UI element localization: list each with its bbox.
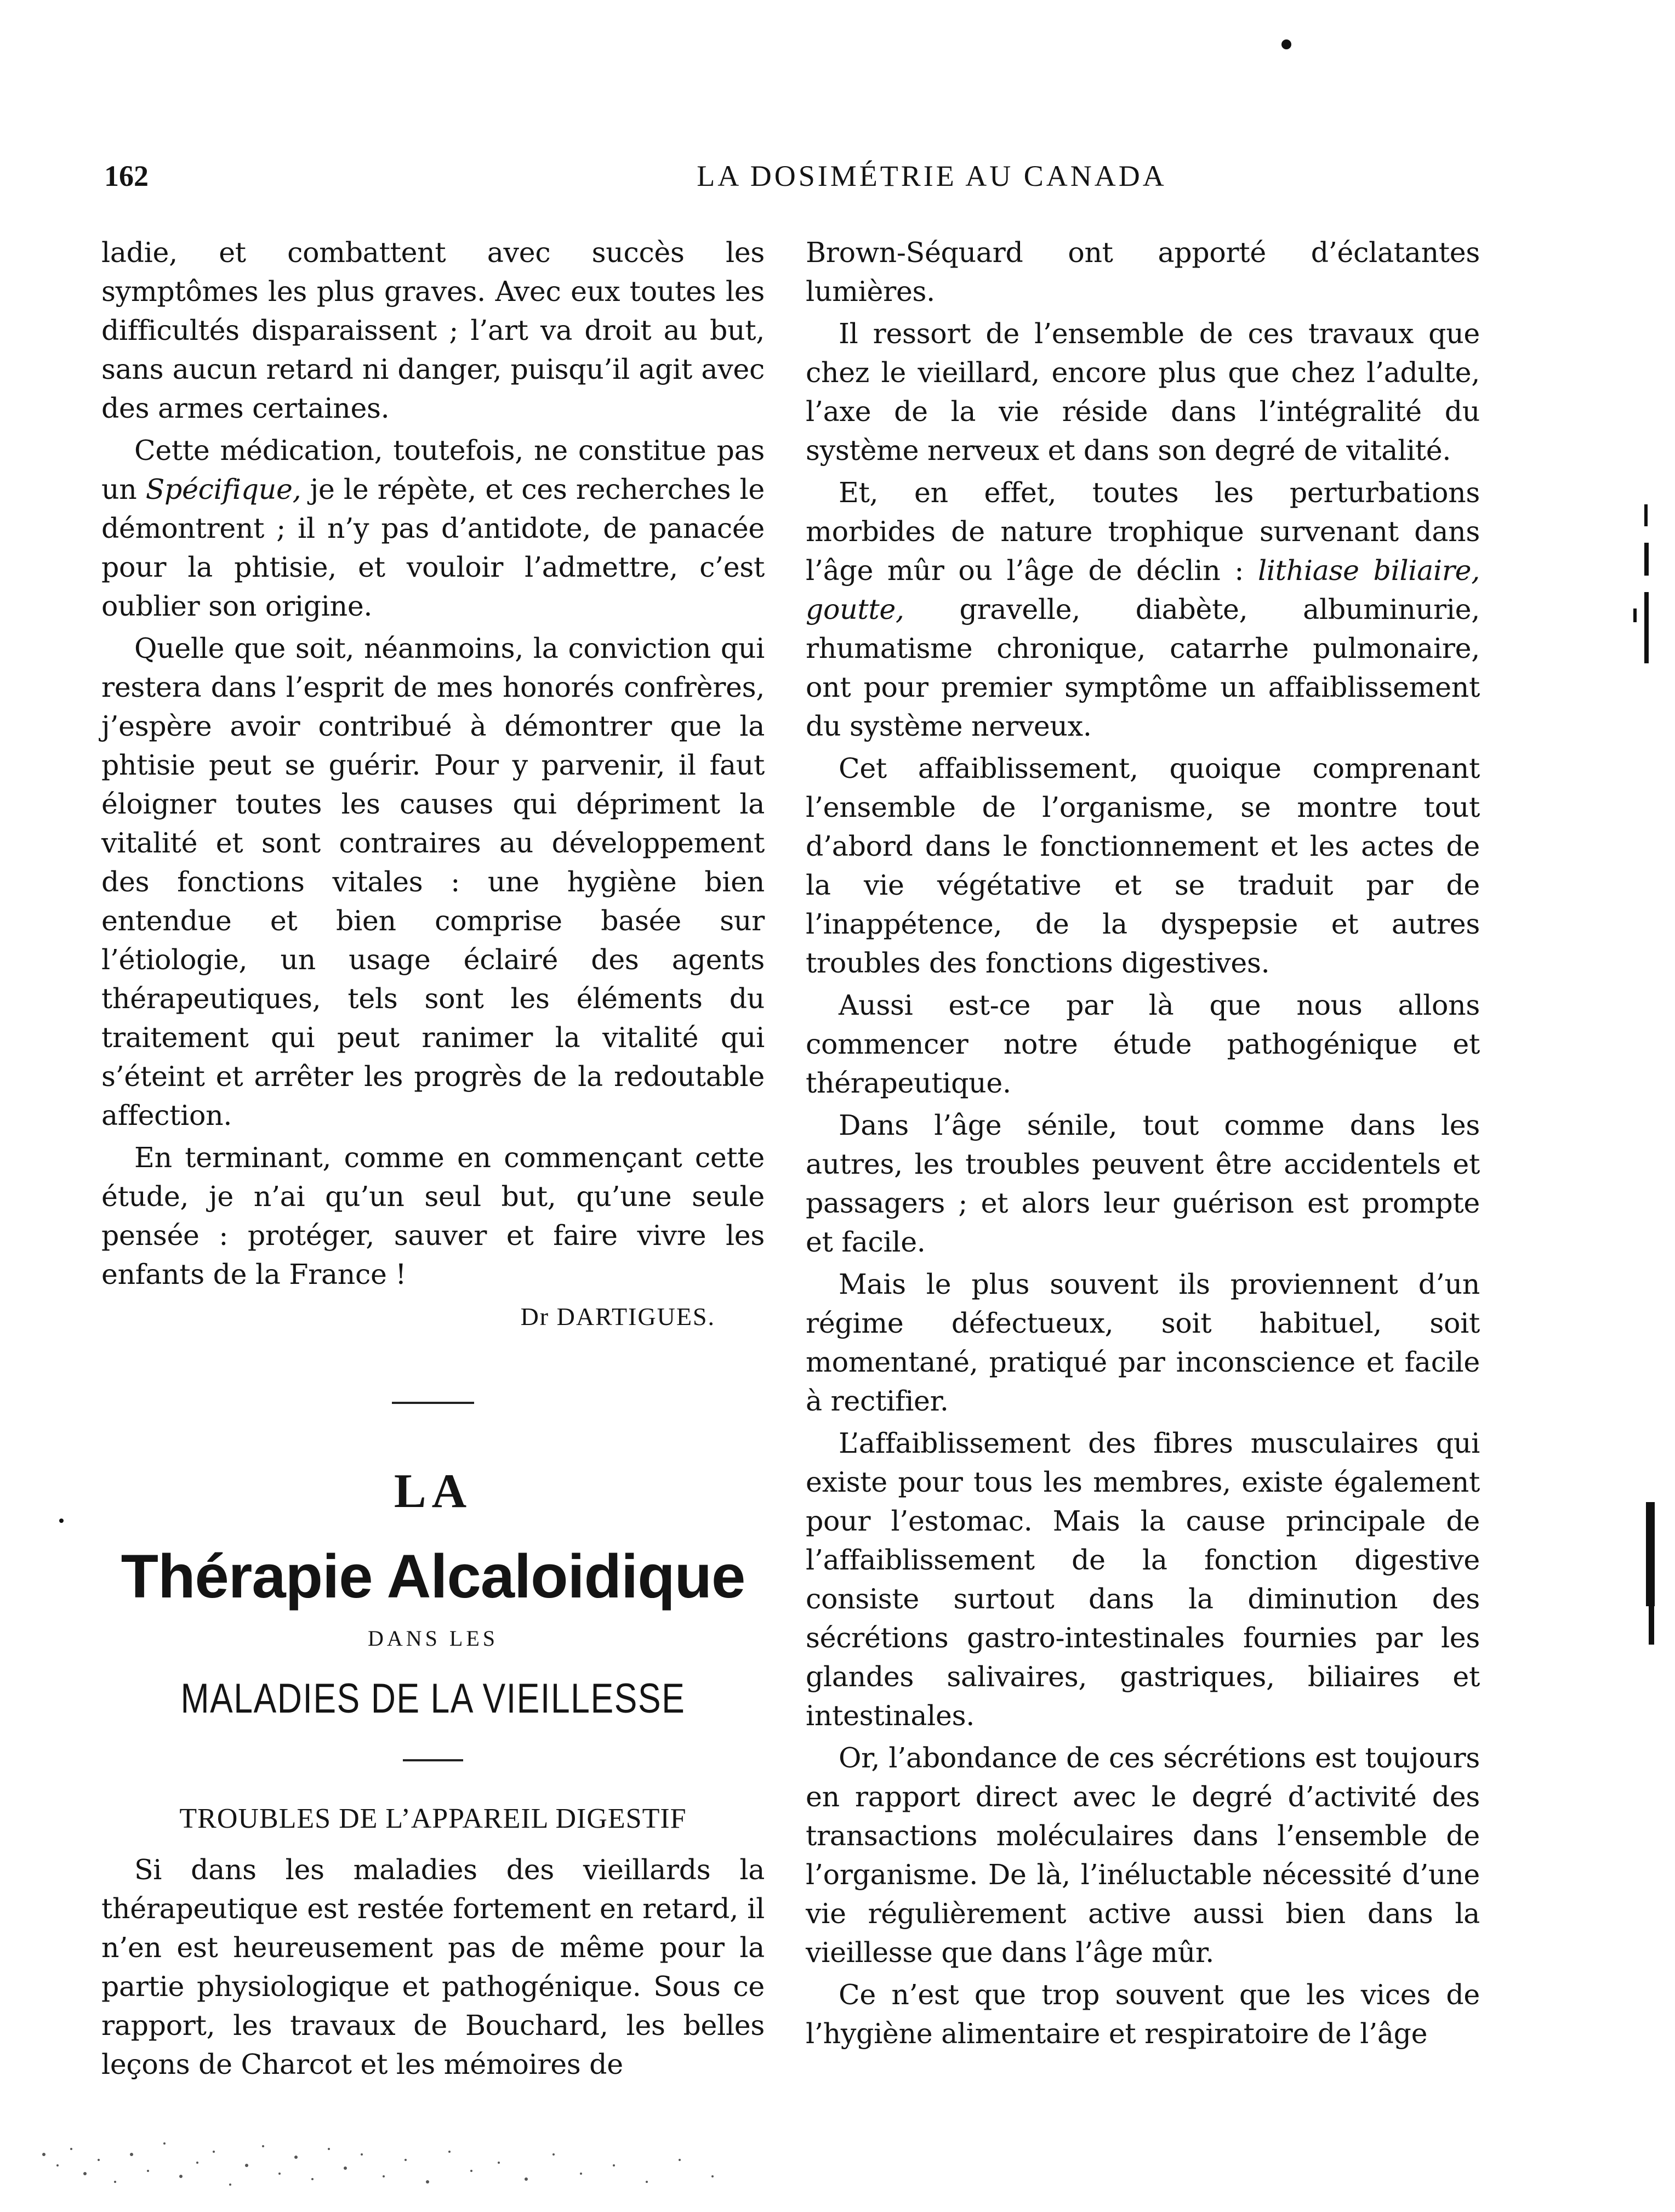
text-run: Cette médication, toutefois, ne constitue pas un	[101, 434, 765, 505]
paragraph: Aussi est-ce par là que nous allons commencer notre étude pathogénique et thérapeutique.	[806, 989, 1480, 1099]
author-signature: Dr DARTIGUES.	[520, 1303, 715, 1330]
article-kicker: LA	[394, 1465, 472, 1518]
paragraph: Mais le plus souvent ils proviennent d’un régime défectueux, soit habituel, soit momentané, pratiqué par inconscience et facile à rectifier.	[806, 1268, 1480, 1417]
scan-dot	[1281, 39, 1291, 49]
article-subtitle: MALADIES DE LA VIEILLESSE	[180, 1675, 686, 1722]
left-column	[101, 233, 765, 2087]
page-header	[104, 159, 1617, 203]
margin-mark	[1644, 504, 1648, 526]
paragraph	[806, 473, 1480, 746]
section-heading: TROUBLES DE L’APPAREIL DIGESTIF	[179, 1803, 687, 1834]
margin-mark	[1649, 1606, 1654, 1645]
margin-mark	[1644, 543, 1649, 576]
paragraph: Si dans les maladies des vieillards la thérapeutique est restée fortement en retard, il n’en est heureusement pas de même pour la partie physiologique et pathogénique. Sous ce rapport, les travaux de Bouchard, les belles leçons de Charcot et les mémoires de	[101, 1853, 765, 2080]
italic-text: lithiase biliaire, goutte,	[806, 554, 1480, 625]
paragraph: Cet affaiblissement, quoique comprenant l’ensemble de l’organisme, se montre tout d’abord dans le fonctionnement et les actes de la vie végétative et se traduit par de l’inappétence, de la dyspepsie et autres troubles des fonctions digestives.	[806, 752, 1480, 979]
paragraph: ladie, et combattent avec succès les symptômes les plus graves. Avec eux toutes les difficultés disparaissent ; l’art va droit au but, sans aucun retard ni danger, puisqu’il agit avec des armes certaines.	[101, 236, 765, 424]
italic-text: Spécifique,	[145, 473, 301, 505]
paragraph	[101, 431, 765, 625]
margin-mark	[1633, 609, 1637, 622]
article-title: Thérapie Alcaloidique	[121, 1542, 745, 1611]
scan-speckle	[33, 2122, 745, 2198]
paragraph: L’affaiblissement des fibres musculaires qui existe pour tous les membres, existe également pour l’estomac. Mais la cause principale de l’affaiblissement de la fonction digestive consiste surtout dans la diminution des sécrétions gastro-intestinales fournies par les glandes salivaires, gastriques, biliaires et intestinales.	[806, 1427, 1480, 1732]
text-run: gravelle, diabète, albuminurie, rhumatisme chronique, catarrhe pulmonaire, ont pour premier symptôme un affaiblissement du système nerveux.	[806, 593, 1480, 742]
paragraph: Ce n’est que trop souvent que les vices de l’hygiène alimentaire et respiratoire de l’âge	[806, 1978, 1480, 2050]
right-column	[806, 233, 1480, 2056]
paragraph: En terminant, comme en commençant cette étude, je n’ai qu’un seul but, qu’une seule pensée : protéger, sauver et faire vivre les enfants de la France !	[101, 1141, 765, 1290]
paragraph: Il ressort de l’ensemble de ces travaux que chez le vieillard, encore plus que chez l’adulte, l’axe de la vie réside dans l’intégralité du système nerveux et dans son degré de vitalité.	[806, 317, 1480, 467]
margin-mark	[1644, 592, 1649, 663]
scan-dot	[59, 1519, 64, 1523]
paragraph: Or, l’abondance de ces sécrétions est toujours en rapport direct avec le degré d’activité des transactions moléculaires dans l’ensemble de l’organisme. De là, l’inéluctable nécessité d’une vie régulièrement active aussi bien dans la vieillesse que dans l’âge mûr.	[806, 1742, 1480, 1969]
paragraph: Brown-Séquard ont apporté d’éclatantes lumières.	[806, 236, 1480, 308]
margin-mark	[1646, 1502, 1655, 1606]
page-number: 162	[104, 160, 149, 192]
text-run: Et, en effet, toutes les perturbations morbides de nature trophique survenant dans l’âge mûr ou l’âge de déclin :	[806, 476, 1480, 587]
paragraph: Dans l’âge sénile, tout comme dans les autres, les troubles peuvent être accidentels et passagers ; et alors leur guérison est prompte et facile.	[806, 1109, 1480, 1258]
running-title: LA DOSIMÉTRIE AU CANADA	[697, 160, 1167, 192]
paragraph: Quelle que soit, néanmoins, la conviction qui restera dans l’esprit de mes honorés confrères, j’espère avoir contribué à démontrer que la phtisie peut se guérir. Pour y parvenir, il faut éloigner toutes les causes qui dépriment la vitalité et sont contraires au développement des fonctions vitales : une hygiène bien entendue et bien comprise basée sur l’étiologie, un usage éclairé des agents thérapeutiques, tels sont les éléments du traitement qui peut ranimer la vitalité qui s’éteint et arrêter les progrès de la redoutable affection.	[101, 632, 765, 1131]
section-divider	[392, 1402, 474, 1404]
text-run: je le répète, et ces recherches le démontrent ; il n’y pas d’antidote, de panacée pour la phtisie, et vouloir l’admettre, c’est oublier son origine.	[101, 473, 765, 622]
article-subtitle-connector: DANS LES	[367, 1626, 499, 1651]
title-divider	[403, 1759, 463, 1761]
